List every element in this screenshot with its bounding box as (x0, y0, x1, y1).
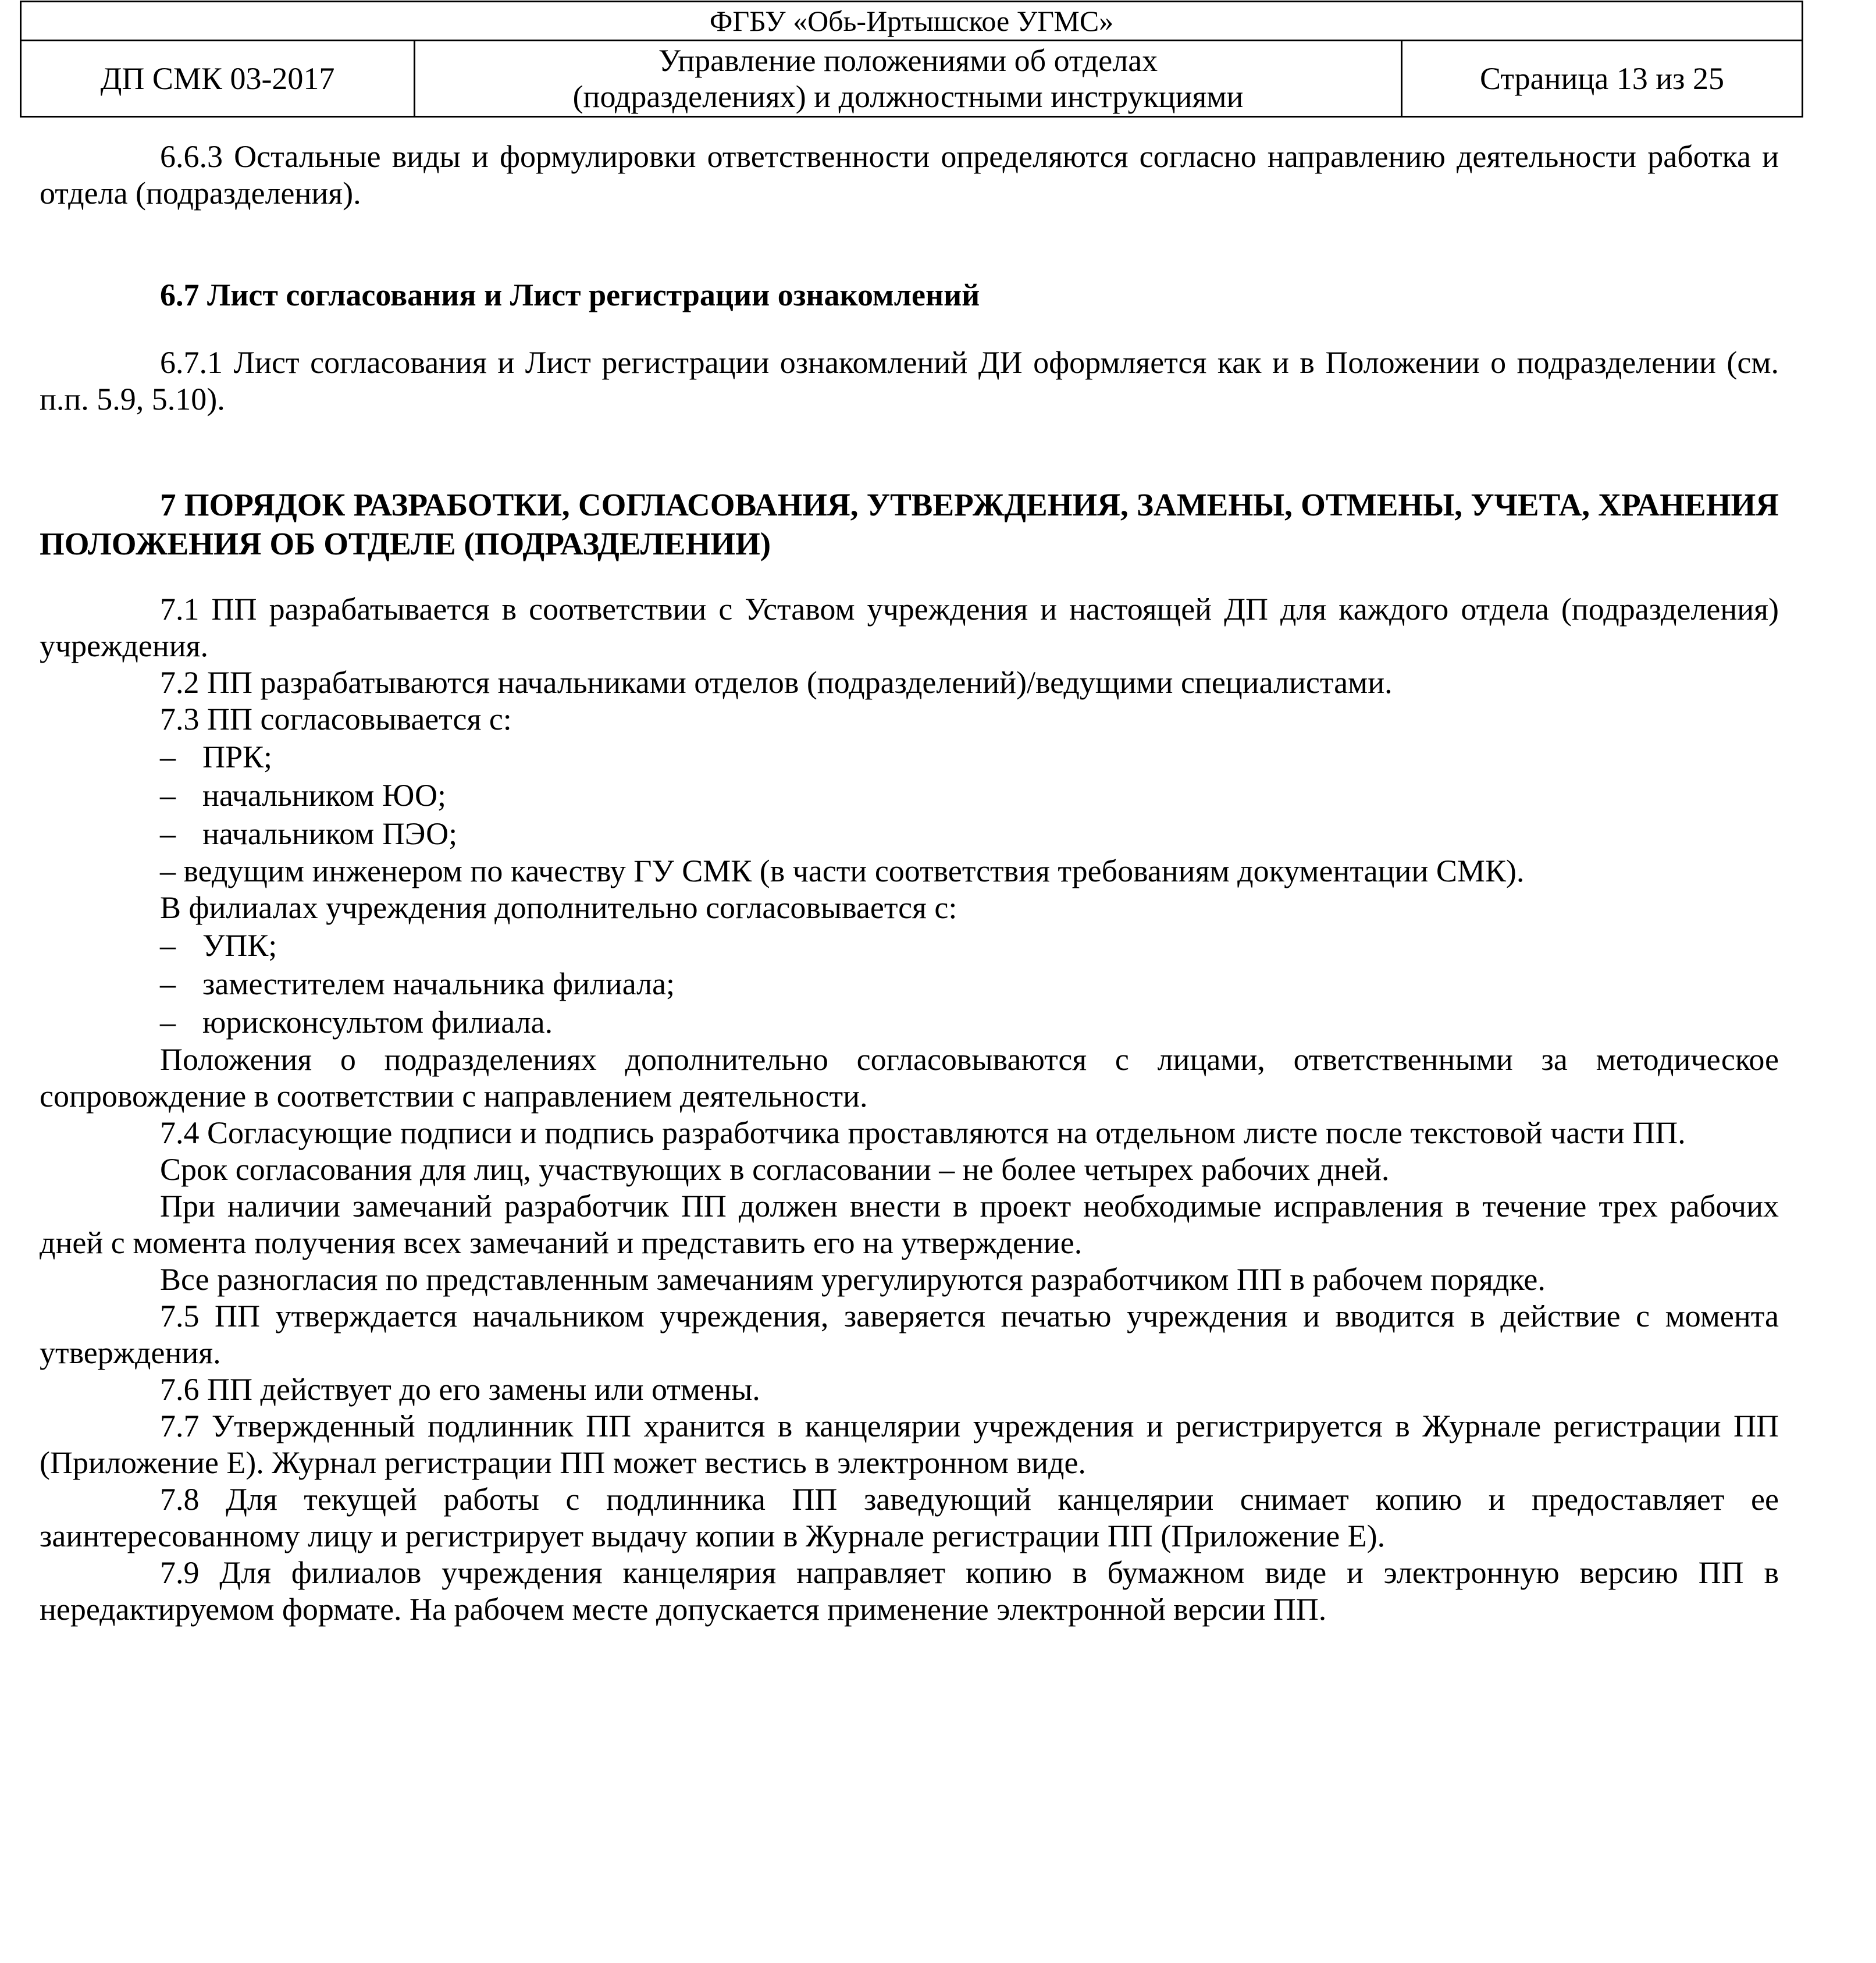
document-header (20, 1, 1803, 118)
paragraph-7-3: 7.3 ПП согласовывается с: (160, 702, 512, 737)
list-item: – ПРК; (160, 739, 273, 774)
paragraph-7-4: 7.4 Согласующие подписи и подпись разработчика проставляются на отдельном листе после текстовой части ПП. (160, 1115, 1686, 1150)
subsection-heading-6-7: 6.7 Лист согласования и Лист регистрации ознакомлений (160, 278, 980, 312)
document-title-line-1: Управление положениями об отделах (658, 43, 1158, 78)
list-item: – начальником ЮО; (160, 778, 446, 813)
paragraph-methodical-support: Положения о подразделениях дополнительно согласовываются с лицами, ответственными за методическое сопровождение в соответствии с направлением деятельности. (40, 1042, 1779, 1114)
list-item-quality-engineer: – ведущим инженером по качеству ГУ СМК (в части соответствия требованиям документации СМК). (160, 854, 1525, 888)
document-title-line-2: (подразделениях) и должностными инструкциями (572, 79, 1244, 114)
paragraph-disagreements: Все разногласия по представленным замечаниям урегулируются разработчиком ПП в рабочем порядке. (160, 1262, 1546, 1297)
paragraph-branches: В филиалах учреждения дополнительно согласовывается с: (160, 890, 957, 925)
paragraph-7-1: 7.1 ПП разрабатывается в соответствии с Уставом учреждения и настоящей ДП для каждого отдела (подразделения) учреждения. (40, 592, 1779, 663)
paragraph-7-5: 7.5 ПП утверждается начальником учреждения, заверяется печатью учреждения и вводится в действие с момента утверждения. (40, 1299, 1779, 1370)
branch-approval-list (40, 926, 1779, 1041)
page-number: Страница 13 из 25 (1480, 61, 1724, 96)
document-title (415, 41, 1402, 116)
list-item: – начальником ПЭО; (160, 816, 458, 851)
organization-name: ФГБУ «Обь-Иртышское УГМС» (22, 2, 1802, 41)
header-row (22, 41, 1802, 116)
list-item: – заместителем начальника филиала; (160, 966, 675, 1001)
paragraph-7-8: 7.8 Для текущей работы с подлинника ПП заведующий канцелярии снимает копию и предоставляет ее заинтересованному лицу и регистрирует выдачу копии в Журнале регистрации ПП (Приложение Е). (40, 1482, 1779, 1553)
list-item: – юрисконсультом филиала. (160, 1005, 553, 1040)
document-body (40, 138, 1779, 1628)
paragraph-6-6-3: 6.6.3 Остальные виды и формулировки ответственности определяются согласно направлению деятельности работка и отдела (подразделения). (40, 139, 1779, 211)
paragraph-7-2: 7.2 ПП разрабатываются начальниками отделов (подразделений)/ведущими специалистами. (160, 665, 1393, 700)
paragraph-approval-term: Срок согласования для лиц, участвующих в согласовании – не более четырех рабочих дней. (160, 1152, 1390, 1187)
paragraph-7-7: 7.7 Утвержденный подлинник ПП хранится в канцелярии учреждения и регистрируется в Журнале регистрации ПП (Приложение Е). Журнал регистрации ПП может вестись в электронном виде. (40, 1409, 1779, 1480)
document-code: ДП СМК 03-2017 (22, 41, 415, 116)
paragraph-remarks: При наличии замечаний разработчик ПП должен внести в проект необходимые исправления в течение трех рабочих дней с момента получения всех замечаний и представить его на утверждение. (40, 1189, 1779, 1260)
paragraph-7-9: 7.9 Для филиалов учреждения канцелярия направляет копию в бумажном виде и электронную версию ПП в нередактируемом формате. На рабочем месте допускается применение электронной версии ПП. (40, 1555, 1779, 1627)
list-item: – УПК; (160, 928, 277, 963)
section-heading-7: 7 ПОРЯДОК РАЗРАБОТКИ, СОГЛАСОВАНИЯ, УТВЕРЖДЕНИЯ, ЗАМЕНЫ, ОТМЕНЫ, УЧЕТА, ХРАНЕНИЯ ПОЛОЖЕНИЯ ОБ ОТДЕЛЕ (ПОДРАЗДЕЛЕНИИ) (40, 487, 1779, 561)
paragraph-6-7-1: 6.7.1 Лист согласования и Лист регистрации ознакомлений ДИ оформляется как и в Положении о подразделении (см. п.п. 5.9, 5.10). (40, 345, 1779, 417)
paragraph-7-6: 7.6 ПП действует до его замены или отмены. (160, 1372, 760, 1407)
approval-list (40, 738, 1779, 853)
